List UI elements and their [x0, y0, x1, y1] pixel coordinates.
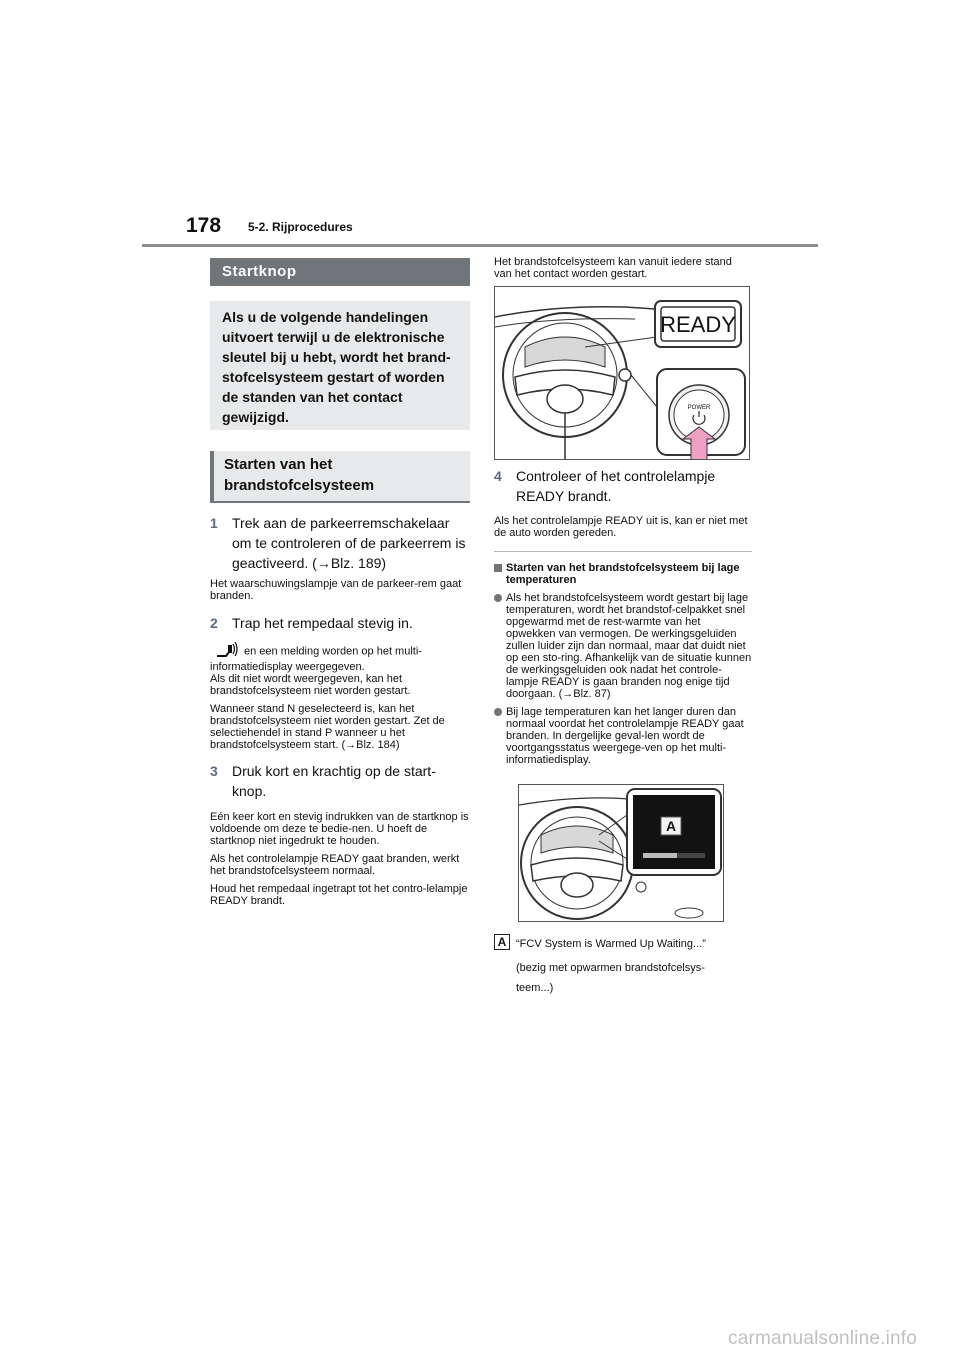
power-button-label: POWER [687, 405, 711, 411]
header-divider [142, 244, 818, 247]
page-number: 178 [186, 214, 222, 237]
step-note: Het waarschuwingslampje van de parkeer-rem gaat branden. [210, 578, 462, 602]
callout-line: “FCV System is Warmed Up Waiting...” [516, 938, 706, 950]
step-4 [494, 466, 752, 506]
step-number: 3 [210, 763, 218, 779]
subsection-heading: Starten van het brandstofcelsysteem [210, 451, 470, 501]
step-note: Houd het rempedaal ingetrapt tot het contro-lelampje READY brandt. [210, 883, 468, 907]
section-band-title: Startknop [210, 258, 470, 286]
subsection-divider [210, 501, 470, 503]
step-number: 4 [494, 468, 502, 484]
section-title: 5-2. Rijprocedures [248, 220, 353, 234]
topic-text: Starten van het brandstofcelsysteem bij lage temperaturen [506, 562, 740, 586]
dot-bullet-icon [494, 706, 506, 766]
step-text: Controleer of het controlelampje READY brandt. [516, 468, 716, 504]
step-number: 2 [210, 615, 218, 631]
dashboard-illustration [495, 287, 750, 460]
progress-bar-fill [643, 853, 677, 858]
warm-up-display-illustration [518, 784, 724, 922]
step-note: Als het controlelampje READY gaat branden, werkt het brandstofcelsysteem normaal. [210, 853, 460, 877]
right-column [494, 256, 752, 1002]
dot-bullet-icon [494, 592, 506, 700]
step-note: Als dit niet wordt weergegeven, kan het brandstofcelsysteem niet worden gestart. [210, 673, 411, 697]
watermark: carmanualsonline.info [728, 1328, 918, 1349]
start-button-illustration [494, 286, 750, 460]
left-column [210, 258, 470, 907]
brake-pedal-indicator-icon [214, 642, 238, 661]
step-note: Eén keer kort en stevig indrukken van de startknop is voldoende om deze te bedie-nen. U hoeft de startknop niet ingedrukt te houden. [210, 811, 469, 847]
callout-line: (bezig met opwarmen brandstofcelsys-teem...) [516, 962, 705, 994]
step-note [210, 642, 470, 673]
bullet-text: Bij lage temperaturen kan het langer duren dan normaal voordat het controlelampje READY gaat branden. In dergelijke geval-len wordt de voortgangsstatus weergege-ven op het multi-informatiedisplay. [506, 706, 744, 766]
step-text: Druk kort en krachtig op de start-knop. [232, 763, 436, 799]
bullet-item [494, 592, 752, 700]
meter-display-illustration [519, 785, 724, 922]
step-note-text: en een melding worden op het multi-informatiedisplay weergegeven. [210, 645, 422, 673]
bullet-item [494, 706, 752, 766]
callout-legend [494, 934, 752, 1002]
step-note: Als het controlelampje READY uit is, kan er niet met de auto worden gereden. [494, 515, 748, 539]
step-text: Trap het rempedaal stevig in. [232, 615, 413, 631]
bullet-text: Als het brandstofcelsysteem wordt gestart bij lage temperaturen, wordt het brandstof-celpakket snel opgewarmd met de rest-warmte van het opwekken van vermogen. De werkingsgeluiden zullen luider zijn dan normaal, maar dat duidt niet op een sto-ring. Afhankelijk van de situatie kunnen de werkingsgeluiden ook nadat het controle-lampje READY is gaan branden nog enige tijd doorgaan. (→Blz. 87) [506, 592, 752, 700]
step-number: 1 [210, 515, 218, 531]
ready-indicator-label: READY [660, 312, 736, 337]
square-bullet-icon [494, 562, 506, 586]
callout-marker: A [494, 934, 510, 950]
step-note: Wanneer stand N geselecteerd is, kan het brandstofcelsysteem niet worden gestart. Zet de selectiehendel in stand P wanneer u het brandstofcelsysteem start. (→Blz. 184) [210, 703, 445, 751]
step-text: Trek aan de parkeerremschakelaar om te controleren of de parkeerrem is geactiveerd. (→Blz. 189) [232, 515, 466, 571]
intro-note: Het brandstofcelsysteem kan vanuit iedere stand van het contact worden gestart. [494, 256, 732, 280]
step-1 [210, 513, 470, 573]
intro-box: Als u de volgende handelingen uitvoert terwijl u de elektronische sleutel bij u hebt, wordt het brand-stofcelsysteem gestart of worden de standen van het contact gewijzigd. [210, 301, 470, 430]
step-2 [210, 613, 470, 633]
figure-callout-label: A [665, 818, 677, 834]
step-3 [210, 761, 470, 801]
topic-heading [494, 562, 752, 586]
divider [494, 551, 752, 552]
callout-description [516, 934, 752, 1002]
